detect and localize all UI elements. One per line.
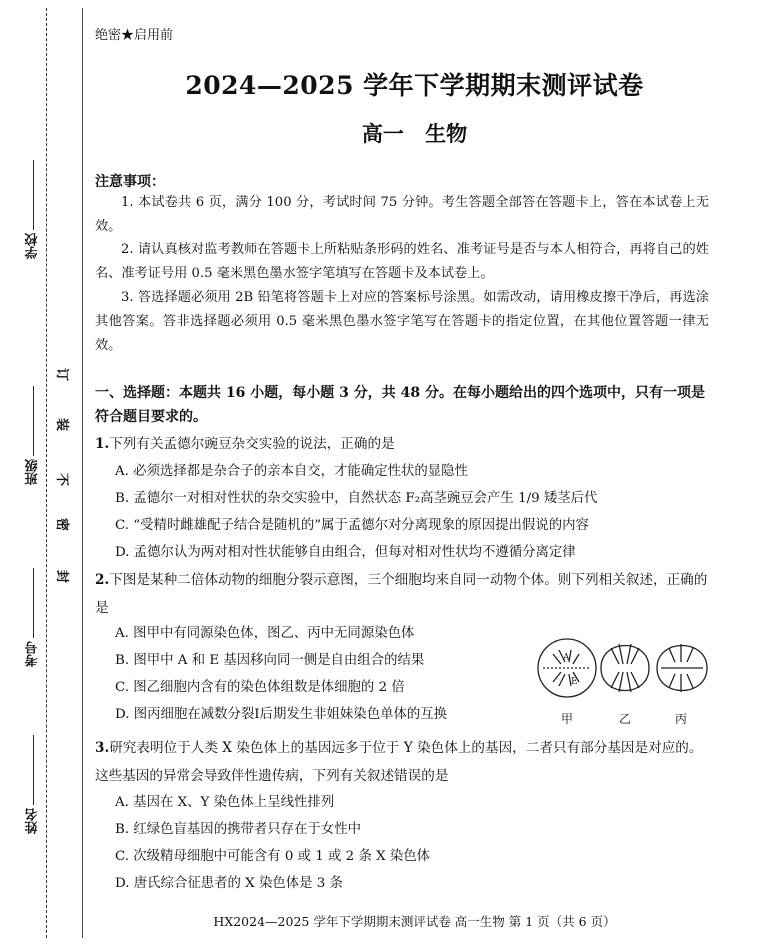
secret-mark: 绝密★启用前 <box>95 28 174 43</box>
q1-option-d: D. 孟德尔认为两对相对性状能够自由组合，但每对相对性状均不遵循分离定律 <box>115 545 576 560</box>
class-blank[interactable] <box>32 386 35 456</box>
seal-char: 密 <box>54 517 70 532</box>
q1-option-c: C. “受精时雌雄配子结合是随机的”属于孟德尔对分离现象的原因提出假说的内容 <box>115 518 589 533</box>
cell-label-yi: 乙 <box>619 712 632 726</box>
note-item: 1. 本试卷共 6 页，满分 100 分，考试时间 75 分钟。考生答题全部答在答题卡上，答在本试卷上无效。 <box>95 195 709 234</box>
cell-diagram <box>535 624 715 714</box>
q3-option-b: B. 红绿色盲基因的携带者只存在于女性中 <box>115 822 361 837</box>
seal-char: 订 <box>54 367 70 382</box>
school-blank[interactable] <box>32 160 35 230</box>
page-footer: HX2024—2025 学年下学期期末测评试卷 高一生物 第 1 页（共 6 页） <box>213 914 616 929</box>
question-3 <box>95 734 709 790</box>
seal-char: 装 <box>54 417 70 432</box>
name-field[interactable] <box>22 735 44 834</box>
svg-text:A: A <box>563 653 570 663</box>
q1-option-a: A. 必须选择都是杂合子的亲本自交，才能确定性状的显隐性 <box>115 464 468 479</box>
cell-division-figure <box>535 624 715 732</box>
exam-number-blank[interactable] <box>32 568 35 638</box>
question-2 <box>95 566 709 622</box>
q2-option-b: B. 图甲中 A 和 E 基因移向同一侧是自由组合的结果 <box>115 653 425 668</box>
name-label: 姓名 <box>25 808 41 834</box>
seal-char: 封 <box>54 569 70 584</box>
question-number: 1. <box>95 436 110 452</box>
q2-option-d: D. 图丙细胞在减数分裂Ⅰ后期发生非姐妹染色单体的互换 <box>115 707 448 722</box>
cell-jia <box>538 639 596 697</box>
svg-text:E: E <box>571 677 578 687</box>
question-stem: 研究表明位于人类 X 染色体上的基因远多于位于 Y 染色体上的基因，二者只有部分基因是对应的。这些基因的异常会导致伴性遗传病，下列有关叙述错误的是 <box>95 740 703 784</box>
class-field[interactable] <box>22 386 44 485</box>
cell-label-jia: 甲 <box>561 712 574 726</box>
note-item: 2. 请认真核对监考教师在答题卡上所粘贴条形码的姓名、准考证号是否与本人相符合，再将自己的姓名、准考证号用 0.5 毫米黑色墨水签字笔填写在答题卡及本试卷上。 <box>95 242 709 281</box>
q1-option-b: B. 孟德尔一对相对性状的杂交实验中，自然状态 F₂高茎豌豆会产生 1/9 矮茎后代 <box>115 491 598 506</box>
seal-char: 不 <box>54 472 70 487</box>
question-stem: 下图是某种二倍体动物的细胞分裂示意图，三个细胞均来自同一动物个体。则下列相关叙述，正确的是 <box>95 572 708 616</box>
exam-number-label: 考号 <box>25 641 41 667</box>
notes-heading: 注意事项： <box>95 174 165 190</box>
note-item: 3. 答选择题必须用 2B 铅笔将答题卡上对应的答案标号涂黑。如需改动，请用橡皮擦干净后，再选涂其他答案。答非选择题必须用 0.5 毫米黑色墨水签字笔写在答题卡的指定位置，在其他位置答题一律无效。 <box>95 290 709 353</box>
q2-option-a: A. 图甲中有同源染色体，图乙、丙中无同源染色体 <box>115 626 415 641</box>
question-number: 3. <box>95 740 110 756</box>
question-number: 2. <box>95 572 110 588</box>
seal-line <box>82 8 83 938</box>
cell-bing <box>657 644 707 692</box>
school-label: 学校 <box>25 233 41 259</box>
cell-label-bing: 丙 <box>675 712 688 726</box>
cell-yi <box>601 644 649 692</box>
binding-dashed-line <box>46 8 47 938</box>
class-label: 班级 <box>25 459 41 485</box>
exam-title: 2024—2025 学年下学期期末测评试卷 <box>185 71 644 100</box>
q3-option-d: D. 唐氏综合征患者的 X 染色体是 3 条 <box>115 876 343 891</box>
name-blank[interactable] <box>32 735 35 805</box>
exam-number-field[interactable] <box>22 568 44 667</box>
q3-option-a: A. 基因在 X、Y 染色体上呈线性排列 <box>115 795 335 810</box>
question-1 <box>95 430 709 458</box>
exam-subtitle: 高一 生物 <box>361 121 468 146</box>
question-stem: 下列有关孟德尔豌豆杂交实验的说法，正确的是 <box>109 436 395 452</box>
school-field[interactable] <box>22 160 44 259</box>
section-heading: 一、选择题：本题共 16 小题，每小题 3 分，共 48 分。在每小题给出的四个选项中，只有一项是符合题目要求的。 <box>95 385 705 425</box>
q2-option-c: C. 图乙细胞内含有的染色体组数是体细胞的 2 倍 <box>115 680 405 695</box>
q3-option-c: C. 次级精母细胞中可能含有 0 或 1 或 2 条 X 染色体 <box>115 849 431 864</box>
